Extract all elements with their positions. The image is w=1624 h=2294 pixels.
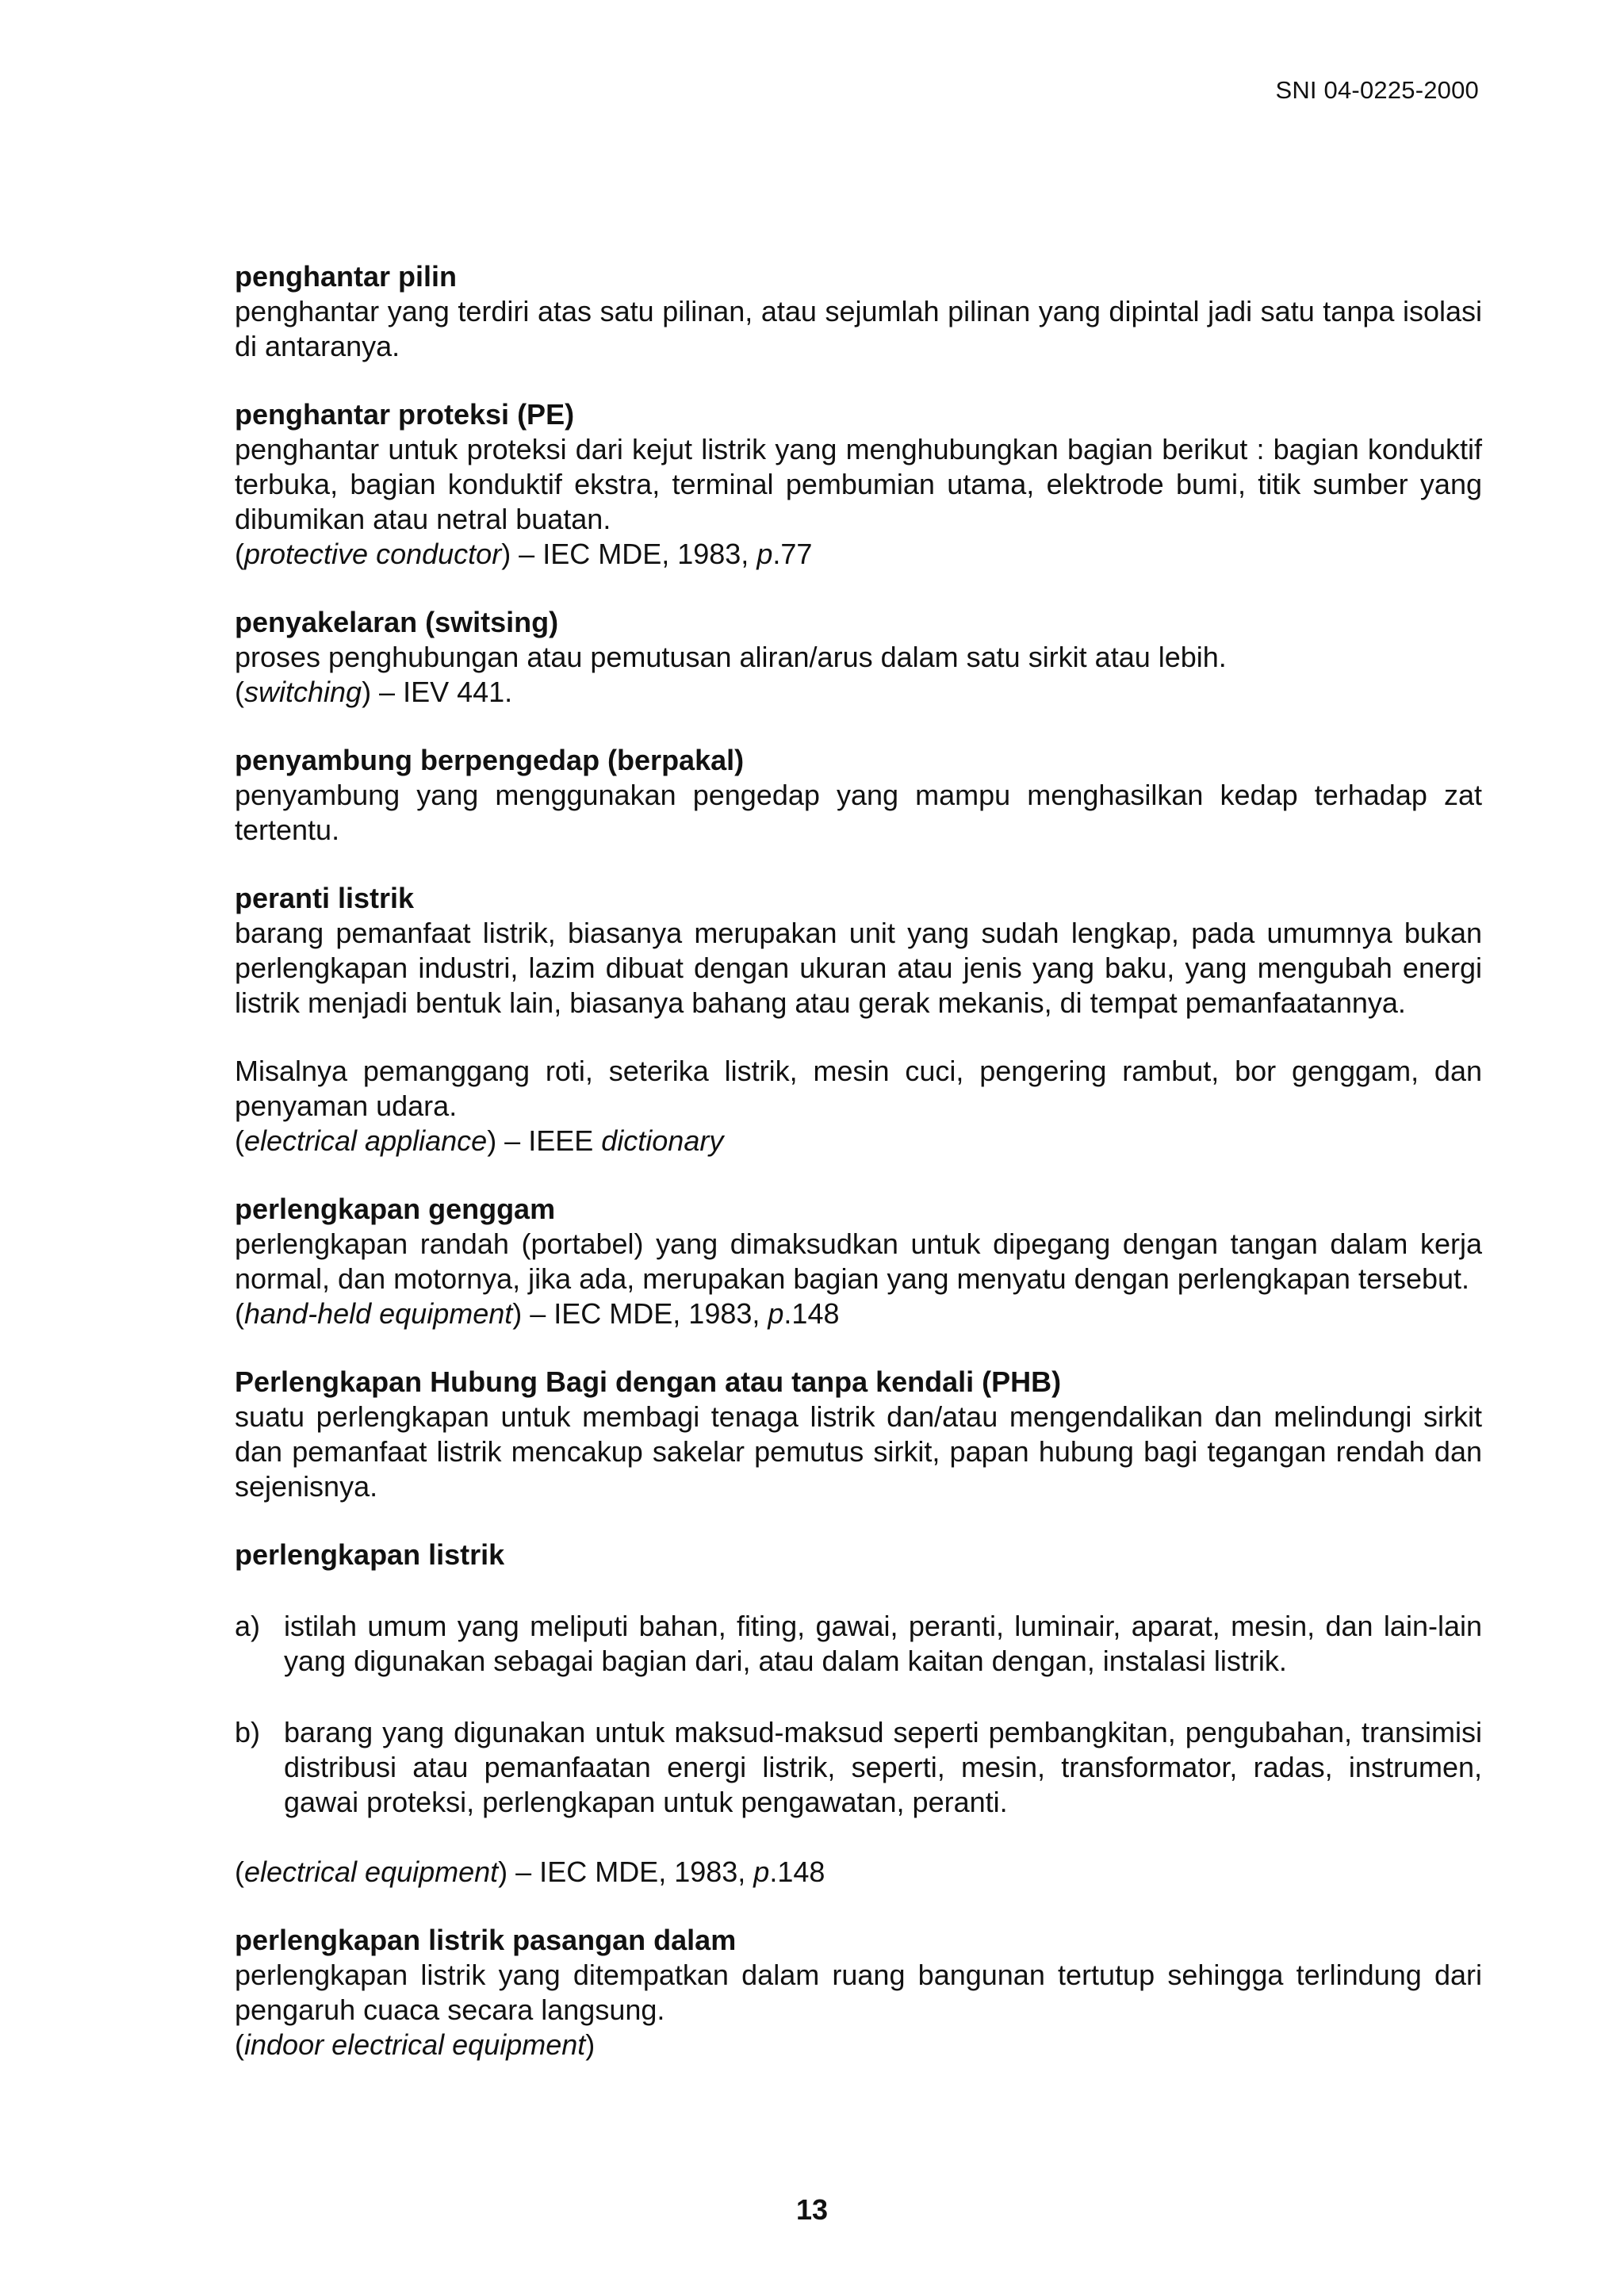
list-marker: b) [235,1716,261,1748]
source-open: ( [235,1297,244,1330]
entry-term: peranti listrik [235,882,415,914]
entry-definition: suatu perlengkapan untuk membagi tenaga listrik dan/atau mengendalikan dan melindungi sirkit dan pemanfaat listrik mencakup sakelar pemutus sirkit, papan hubung bagi tegangan rendah dan sejenisnya. [235,1400,1482,1503]
source-reference: ) – IEC MDE, 1983, [501,538,757,570]
glossary-entry [235,605,1482,710]
source-page: .148 [769,1855,825,1888]
source-reference: ) – IEC MDE, 1983, [498,1855,754,1888]
entry-definition: penyambung yang menggunakan pengedap yang mampu menghasilkan kedap terhadap zat tertentu. [235,779,1482,846]
entry-definition: perlengkapan randah (portabel) yang dimaksudkan untuk dipegang dengan tangan dalam kerja normal, dan motornya, jika ada, merupakan bagian yang menyatu dengan perlengkapan tersebut. [235,1227,1482,1295]
entry-example: Misalnya pemanggang roti, seterika listrik, mesin cuci, pengering rambut, bor genggam, dan penyaman udara. [235,1055,1482,1122]
source-term: electrical equipment [244,1855,499,1888]
source-reference: ) [585,2028,596,2061]
list-text: barang yang digunakan untuk maksud-maksud seperti pembangkitan, pengubahan, transimisi distribusi atau pemanfaatan energi listrik, seperti, mesin, transformator, radas, instrumen, gawai proteksi, perlengkapan untuk pengawatan, peranti. [284,1716,1482,1818]
entry-source [235,1855,1482,1890]
list-marker: a) [235,1610,261,1642]
glossary-entry [235,1923,1482,2062]
source-page-prefix: p [753,1855,770,1888]
source-term: hand-held equipment [244,1297,513,1330]
entry-term: penyambung berpengedap (berpakal) [235,744,745,776]
source-open: ( [235,676,244,708]
source-reference-italic: dictionary [601,1124,724,1157]
source-reference: ) – IEV 441. [362,676,513,708]
source-reference: ) – IEC MDE, 1983, [512,1297,768,1330]
entry-definition: perlengkapan listrik yang ditempatkan dalam ruang bangunan tertutup sehingga terlindung dari pengaruh cuaca secara langsung. [235,1959,1482,2026]
list-item [235,1715,1482,1820]
entry-definition: barang pemanfaat listrik, biasanya merupakan unit yang sudah lengkap, pada umumnya bukan perlengkapan industri, lazim dibuat dengan ukuran atau jenis yang baku, yang mengubah energi listrik menjadi bentuk lain, biasanya bahang atau gerak mekanis, di tempat pemanfaatannya. [235,917,1482,1019]
entry-term: penyakelaran (switsing) [235,606,559,638]
source-term: protective conductor [244,538,502,570]
entry-term: Perlengkapan Hubung Bagi dengan atau tanpa kendali (PHB) [235,1365,1062,1398]
list-item [235,1609,1482,1679]
glossary-entry [235,1365,1482,1504]
source-page-prefix: p [756,538,773,570]
entry-source [235,675,1482,710]
list-text: istilah umum yang meliputi bahan, fiting, gawai, peranti, luminair, aparat, mesin, dan lain-lain yang digunakan sebagai bagian dari, atau dalam kaitan dengan, instalasi listrik. [284,1610,1482,1677]
source-open: ( [235,538,244,570]
source-open: ( [235,1124,244,1157]
entry-source [235,1296,1482,1331]
source-reference: ) – IEEE [487,1124,602,1157]
entry-definition: proses penghubungan atau pemutusan aliran/arus dalam satu sirkit atau lebih. [235,641,1227,673]
source-term: switching [244,676,362,708]
entry-term: penghantar pilin [235,260,458,293]
glossary-entry [235,881,1482,1158]
source-page-prefix: p [768,1297,784,1330]
source-open: ( [235,2028,244,2061]
entry-source [235,537,1482,572]
glossary-entry [235,743,1482,848]
document-code: SNI 04-0225-2000 [1275,76,1479,104]
entry-term: perlengkapan listrik pasangan dalam [235,1924,737,1956]
page-number: 13 [795,2193,829,2226]
source-term: indoor electrical equipment [244,2028,586,2061]
entry-term: perlengkapan listrik [235,1538,505,1571]
glossary-entry [235,1538,1482,1890]
entry-term: perlengkapan genggam [235,1193,556,1225]
entry-term: penghantar proteksi (PE) [235,398,575,431]
source-open: ( [235,1855,244,1888]
entry-source [235,2028,1482,2062]
glossary-content [235,259,1482,2096]
glossary-entry [235,1192,1482,1331]
glossary-entry [235,397,1482,572]
entry-definition: penghantar yang terdiri atas satu pilinan, atau sejumlah pilinan yang dipintal jadi satu tanpa isolasi di antaranya. [235,295,1482,362]
source-page: .148 [783,1297,840,1330]
source-term: electrical appliance [244,1124,488,1157]
glossary-entry [235,259,1482,364]
entry-definition: penghantar untuk proteksi dari kejut listrik yang menghubungkan bagian berikut : bagian konduktif terbuka, bagian konduktif ekstra, terminal pembumian utama, elektrode bumi, titik sumber yang dibumikan atau netral buatan. [235,433,1482,535]
entry-source [235,1124,1482,1158]
source-page: .77 [772,538,813,570]
